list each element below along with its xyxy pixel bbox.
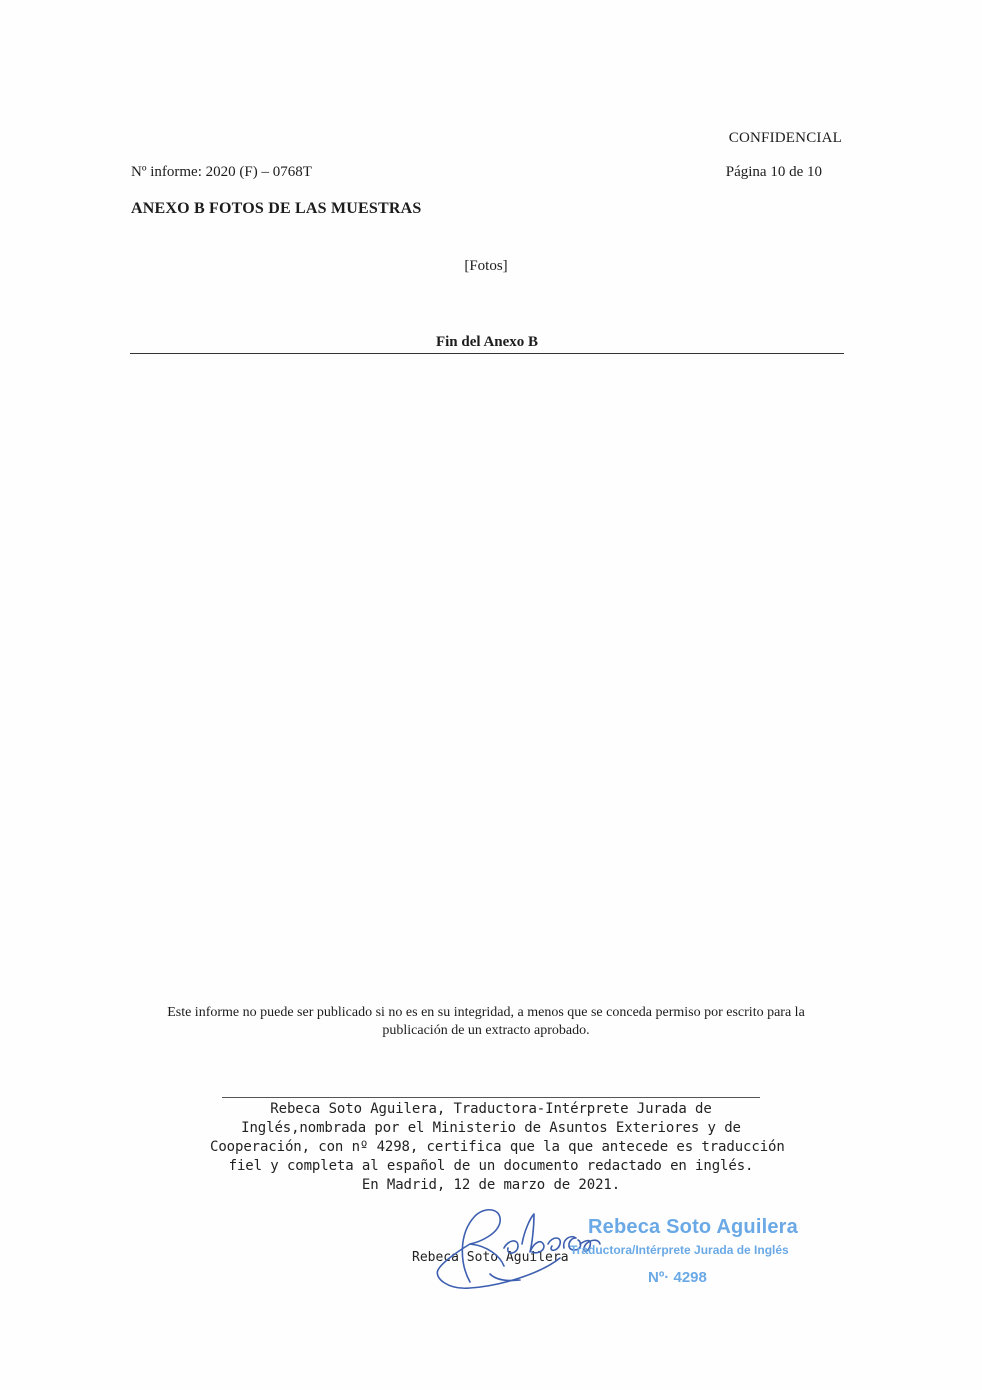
certification-line-3: Cooperación, con nº 4298, certifica que la que antecede es traducción: [210, 1139, 785, 1155]
stamp-name: Rebeca Soto Aguilera: [588, 1216, 798, 1238]
disclaimer-line-2: publicación de un extracto aprobado.: [382, 1023, 590, 1038]
disclaimer: [130, 1004, 842, 1040]
photos-placeholder: [Fotos]: [464, 258, 508, 274]
disclaimer-line-1: Este informe no puede ser publicado si no es en su integridad, a menos que se conceda permiso por escrito para la: [167, 1005, 805, 1020]
translator-stamp: [570, 1216, 810, 1296]
certification-line-5: En Madrid, 12 de marzo de 2021.: [361, 1177, 621, 1193]
translator-certification: [210, 1100, 785, 1195]
report-number: Nº informe: 2020 (F) – 0768T: [131, 164, 312, 180]
signer-name: Rebeca Soto Aguilera: [412, 1250, 569, 1265]
certification-line-2: Inglés,nombrada por el Ministerio de Asuntos Exteriores y de: [241, 1120, 741, 1136]
end-of-annex-rule: [130, 353, 844, 354]
stamp-title: Traductora/Intérprete Jurada de Inglés: [570, 1243, 789, 1257]
annex-title: ANEXO B FOTOS DE LAS MUESTRAS: [131, 200, 422, 217]
certification-rule: [222, 1097, 760, 1098]
certification-line-1: Rebeca Soto Aguilera, Traductora-Intérprete Jurada de: [270, 1101, 712, 1117]
page-number: Página 10 de 10: [725, 164, 822, 180]
certification-line-4: fiel y completa al español de un documento redactado en inglés.: [228, 1158, 754, 1174]
confidential-label: CONFIDENCIAL: [728, 130, 842, 146]
end-of-annex-label: Fin del Anexo B: [435, 334, 539, 350]
stamp-number: Nº· 4298: [648, 1269, 707, 1286]
